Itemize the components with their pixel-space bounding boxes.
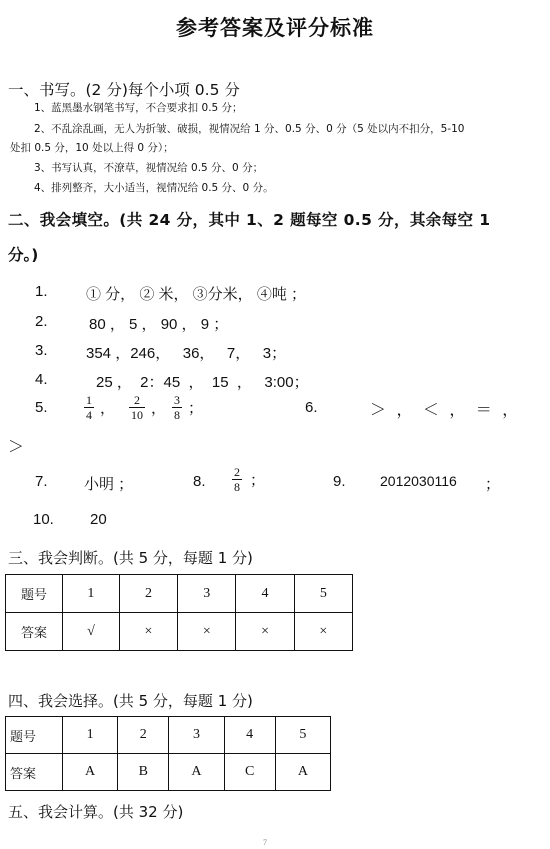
q4-answer: 25 ， 2：45 ， 15 ， 3:00； — [96, 374, 309, 391]
q5-number: 5. — [35, 399, 48, 416]
table-cell: 2 — [119, 575, 177, 613]
q8-fraction: $\frac{2}{8}$ — [234, 465, 240, 494]
section-2-heading: 二、我会填空。(共 24 分，其中 1、2 题每空 0.5 分，其余每空 1 — [8, 211, 491, 229]
q6-number: 6. — [305, 399, 318, 416]
q4-number: 4. — [35, 371, 48, 388]
table-cell: 5 — [294, 575, 352, 613]
q5-fraction-1: $\frac{1}{4}$ — [86, 393, 92, 422]
section-1-item-1: 1、蓝黑墨水钢笔书写，不合要求扣 0.5 分； — [34, 102, 243, 114]
table-cell: 1 — [63, 575, 120, 613]
judgement-answer-table — [5, 574, 353, 651]
row-label: 答案 — [6, 613, 63, 651]
q2-number: 2. — [35, 313, 48, 330]
q6-answer-cont: ＞ — [8, 439, 25, 456]
table-cell: 2 — [118, 717, 169, 754]
row-label: 题号 — [6, 717, 63, 754]
q5-fraction-3: $\frac{3}{8}$ — [174, 393, 181, 422]
q1-answer: ① 分， ② 米， ③分米， ④吨 ； — [86, 286, 307, 303]
table-cell: 1 — [63, 717, 118, 754]
section-1-item-3: 3、书写认真，不潦草，视情况给 0.5 分、0 分； — [34, 162, 264, 174]
table-cell: 4 — [236, 575, 294, 613]
page-title: 参考答案及评分标准 — [176, 16, 374, 40]
page-number: 7 — [263, 838, 267, 847]
table-cell: C — [224, 754, 275, 791]
q9-answer: 2012030116 — [380, 473, 457, 489]
table-cell: 4 — [224, 717, 275, 754]
table-cell: A — [63, 754, 118, 791]
choice-answer-table — [5, 716, 331, 791]
q3-answer: 354 ，246， 36， 7， 3； — [86, 345, 287, 362]
table-cell: 3 — [178, 575, 236, 613]
section-1-item-2: 2、不乱涂乱画，无人为折皱、破损，视情况给 1 分、0.5 分、0 分（5 处以内不扣分，5-10 — [34, 123, 465, 135]
cross-mark: × — [294, 613, 352, 651]
table-cell: 5 — [275, 717, 330, 754]
row-label: 答案 — [6, 754, 63, 791]
q8-answer: $\frac{2}{8}$ ； — [234, 465, 266, 494]
q5-answer: $\frac{1}{4}$ ， $\frac{2}{10}$ ， $\frac{3}{8}$ ； — [86, 393, 204, 422]
section-3-heading: 三、我会判断。(共 5 分，每题 1 分) — [8, 549, 253, 567]
q6-answer: ＞ ， ＜ ， ＝ ， — [370, 402, 519, 419]
section-1-item-2-cont: 处扣 0.5 分，10 处以上得 0 分）； — [10, 142, 174, 154]
section-2-heading-cont: 分。) — [8, 246, 39, 264]
table-row — [6, 613, 353, 651]
table-row — [6, 717, 331, 754]
q9-end: ； — [485, 476, 501, 493]
q7-answer: 小明 ； — [84, 476, 134, 493]
q10-number: 10. — [33, 511, 54, 528]
cross-mark: × — [236, 613, 294, 651]
table-cell: A — [169, 754, 224, 791]
table-cell: A — [275, 754, 330, 791]
table-row — [6, 575, 353, 613]
table-cell: B — [118, 754, 169, 791]
q10-answer: 20 — [90, 511, 107, 528]
section-4-heading: 四、我会选择。(共 5 分，每题 1 分) — [8, 692, 253, 710]
q1-number: 1. — [35, 283, 48, 300]
q2-answer: 80 ， 5 ， 90 ， 9 ； — [89, 316, 229, 333]
q5-fraction-2: $\frac{2}{10}$ — [131, 393, 144, 422]
section-1-heading: 一、书写。(2 分)每个小项 0.5 分 — [8, 81, 240, 99]
check-mark: √ — [63, 613, 120, 651]
table-row — [6, 754, 331, 791]
table-cell: 3 — [169, 717, 224, 754]
q7-number: 7. — [35, 473, 48, 490]
section-5-heading: 五、我会计算。(共 32 分) — [8, 803, 184, 821]
cross-mark: × — [178, 613, 236, 651]
section-1-item-4: 4、排列整齐，大小适当，视情况给 0.5 分、0 分。 — [34, 182, 274, 194]
q3-number: 3. — [35, 342, 48, 359]
q9-number: 9. — [333, 473, 346, 490]
row-label: 题号 — [6, 575, 63, 613]
q8-number: 8. — [193, 473, 206, 490]
cross-mark: × — [119, 613, 177, 651]
